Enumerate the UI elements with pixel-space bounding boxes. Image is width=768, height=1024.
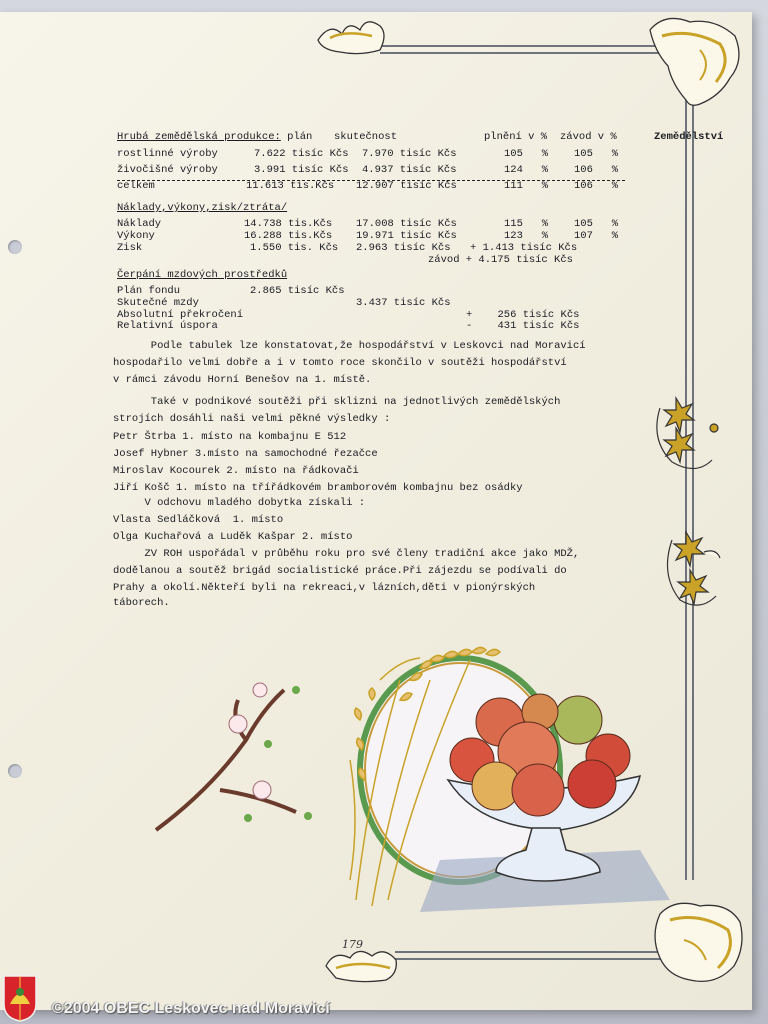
production-heading: Hrubá zemědělská produkce: plán xyxy=(117,131,313,143)
production-row-actual: 12.907 tisíc Kčs xyxy=(356,180,457,192)
costs-row-plan: 1.550 tis. Kčs xyxy=(250,242,339,254)
paragraph-line: Josef Hybner 3.místo na samochodné řezačce xyxy=(113,448,378,460)
star-ornament-upper xyxy=(657,398,718,469)
paragraph-line: ZV ROH uspořádal v průběhu roku pro své členy tradiční akce jako MDŽ, xyxy=(113,548,580,560)
col-actual-label: skutečnost xyxy=(334,131,398,143)
production-row-plant: 105 % xyxy=(574,148,619,160)
wages-row-name: Plán fondu xyxy=(117,285,181,297)
paragraph-line: Také v podnikové soutěži při sklizni na jednotlivých zemědělských xyxy=(113,396,561,408)
production-row-actual: 4.937 tisíc Kčs xyxy=(362,164,457,176)
costs-row-name: Výkony xyxy=(117,230,155,242)
wages-row-value: 3.437 tisíc Kčs xyxy=(356,297,451,309)
costs-row-fulfil: 115 % xyxy=(504,218,549,230)
costs-row-name: Zisk xyxy=(117,242,143,254)
costs-row-actual: 17.008 tisíc Kčs xyxy=(356,218,457,230)
paragraph-line: Jiří Košč 1. místo na třířádkovém bramborovém kombajnu bez osádky xyxy=(113,482,523,494)
paragraph-line: v rámci závodu Horní Benešov na 1. místě. xyxy=(113,374,372,386)
production-row-name: rostlinné výroby xyxy=(117,148,218,160)
blossom-branch xyxy=(156,690,296,830)
copyright-watermark: ©2004 OBEC Leskovec nad Moravicí xyxy=(52,1000,330,1017)
col-plant-label: závod v % xyxy=(560,131,617,143)
paragraph-line: V odchovu mladého dobytka získali : xyxy=(113,497,366,509)
paragraph-line: Petr Štrba 1. místo na kombajnu E 512 xyxy=(113,431,347,443)
top-leaf-ornament xyxy=(318,22,384,54)
section-side-label: Zemědělství xyxy=(654,131,724,143)
costs-row-plan: 16.288 tis.Kčs xyxy=(244,230,333,242)
production-row-fulfil: 105 % xyxy=(504,148,549,160)
paragraph-line: Miroslav Kocourek 2. místo na řádkovači xyxy=(113,465,359,477)
production-row-plant: 106 % xyxy=(574,180,619,192)
paragraph-line: dodělanou a soutěž brigád socialistické práce.Při zájezdu se podívali do xyxy=(113,565,567,577)
costs-row-actual: 19.971 tisíc Kčs xyxy=(356,230,457,242)
production-row-name: živočišné výroby xyxy=(117,164,218,176)
paragraph-line: Olga Kuchařová a Luděk Kašpar 2. místo xyxy=(113,531,353,543)
costs-heading: Náklady,výkony,zisk/ztráta/ xyxy=(117,202,288,214)
top-right-ornament xyxy=(650,18,739,105)
village-coat-of-arms-logo xyxy=(2,974,38,1022)
wages-row-name: Relativní úspora xyxy=(117,320,218,332)
paragraph-line: hospodařilo velmi dobře a i v tomto roce skončilo v soutěži hospodářství xyxy=(113,357,567,369)
bottom-right-ornament xyxy=(655,903,742,981)
costs-row-fulfil: 123 % xyxy=(504,230,549,242)
production-row-plan: 3.991 tisíc Kčs xyxy=(254,164,349,176)
col-fulfil-label: plnění v % xyxy=(484,131,548,143)
wages-row-name: Skutečné mzdy xyxy=(117,297,199,309)
paragraph-line: táborech. xyxy=(113,597,170,609)
wages-row-value: + 256 tisíc Kčs xyxy=(466,309,580,321)
wages-row-name: Absolutní překročení xyxy=(117,309,244,321)
paragraph-line: Podle tabulek lze konstatovat,že hospodářství v Leskovci nad Moravicí xyxy=(113,340,586,352)
costs-row-actual: 2.963 tisíc Kčs xyxy=(356,242,451,254)
production-row-fulfil: 111 % xyxy=(504,180,549,192)
costs-row-extra: + 1.413 tisíc Kčs xyxy=(470,242,578,254)
paragraph-line: Prahy a okolí.Někteří byli na rekreaci,v lázních,děti v pionýrských xyxy=(113,582,536,594)
wages-heading: Čerpání mzdových prostředků xyxy=(117,269,288,281)
wages-row-value: - 431 tisíc Kčs xyxy=(466,320,580,332)
costs-row-plan: 14.738 tis.Kčs xyxy=(244,218,333,230)
costs-row-name: Náklady xyxy=(117,218,162,230)
production-row-plan: 7.622 tisíc Kčs xyxy=(254,148,349,160)
production-row-plant: 106 % xyxy=(574,164,619,176)
harvest-illustration xyxy=(156,647,670,912)
costs-plant-line: závod + 4.175 tisíc Kčs xyxy=(428,254,573,266)
production-row-fulfil: 124 % xyxy=(504,164,549,176)
costs-row-plant: 105 % xyxy=(574,218,619,230)
paragraph-line: strojích dosáhli naši velmi pěkné výsledky : xyxy=(113,413,391,425)
wages-row-value: 2.865 tisíc Kčs xyxy=(250,285,345,297)
production-row-name: celkem xyxy=(117,180,155,192)
bottom-leaf-ornament xyxy=(326,951,396,981)
costs-row-plant: 107 % xyxy=(574,230,619,242)
production-row-actual: 7.970 tisíc Kčs xyxy=(362,148,457,160)
paragraph-line: Vlasta Sedláčková 1. místo xyxy=(113,514,284,526)
production-row-plan: 11.613 tis.Kčs xyxy=(246,180,335,192)
page-number: 179 xyxy=(342,938,363,951)
